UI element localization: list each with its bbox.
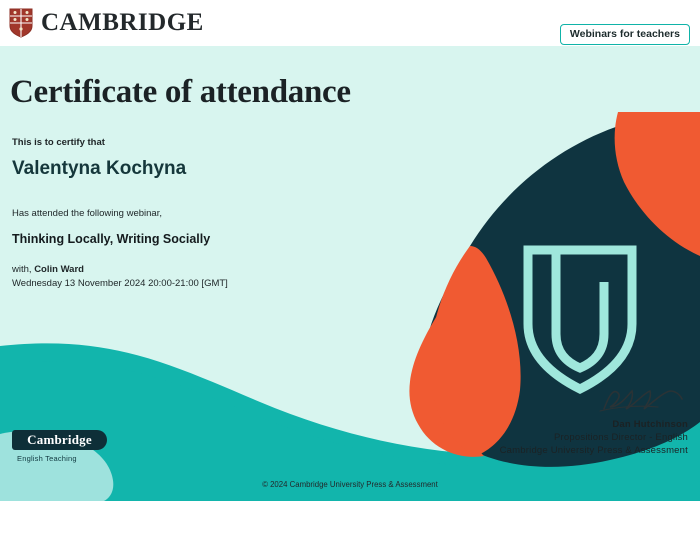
presenter-line bbox=[12, 264, 440, 275]
logo-main-text: Cambridge bbox=[12, 430, 107, 450]
signature-block bbox=[500, 385, 688, 458]
page-title: Certificate of attendance bbox=[10, 74, 351, 110]
webinars-for-teachers-badge: Webinars for teachers bbox=[560, 24, 690, 45]
logo-sub-text: English Teaching bbox=[17, 454, 77, 463]
attended-line: Has attended the following webinar, bbox=[12, 208, 162, 219]
signatory-name: Dan Hutchinson bbox=[612, 419, 688, 431]
certificate-body-panel bbox=[0, 46, 700, 501]
certificate-text-content bbox=[10, 74, 440, 289]
certify-line: This is to certify that bbox=[12, 137, 105, 148]
handwritten-signature-icon bbox=[500, 385, 688, 415]
cambridge-brand bbox=[8, 8, 204, 38]
cambridge-crest-icon bbox=[8, 8, 34, 38]
webinar-datetime: Wednesday 13 November 2024 20:00-21:00 [GMT] bbox=[12, 278, 228, 289]
copyright-text: © 2024 Cambridge University Press & Assessment bbox=[262, 480, 438, 489]
recipient-name: Valentyna Kochyna bbox=[12, 158, 187, 179]
signatory-organisation: Cambridge University Press & Assessment bbox=[499, 445, 688, 457]
certificate-header bbox=[0, 0, 700, 46]
with-prefix: with, bbox=[12, 264, 32, 275]
presenter-name: Colin Ward bbox=[34, 264, 84, 275]
webinar-title: Thinking Locally, Writing Socially bbox=[12, 232, 211, 246]
brand-name: CAMBRIDGE bbox=[41, 9, 204, 36]
signatory-role: Propositions Director - English bbox=[554, 432, 688, 444]
cambridge-english-teaching-logo bbox=[12, 430, 107, 463]
